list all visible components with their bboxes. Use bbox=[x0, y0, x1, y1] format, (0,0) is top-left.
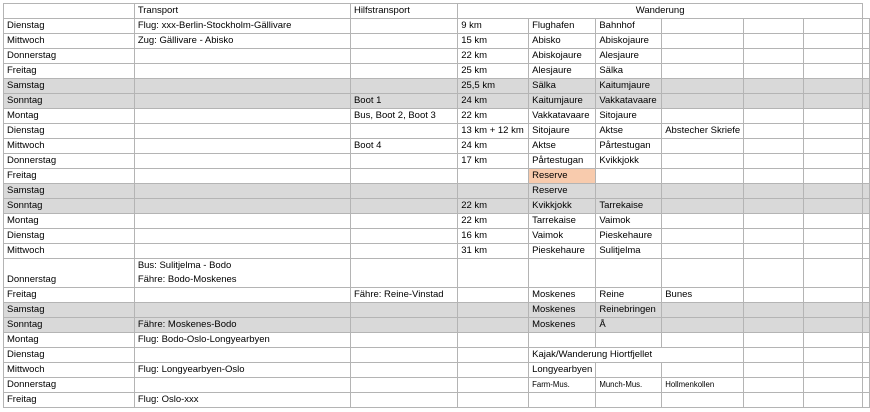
transport-line: Fähre: Bodo-Moskenes bbox=[137, 274, 237, 285]
table-row bbox=[4, 199, 870, 214]
route-to-cell[interactable]: Kvikkjokk bbox=[596, 154, 662, 169]
table-row bbox=[4, 94, 870, 109]
cell[interactable] bbox=[744, 109, 803, 124]
cell[interactable] bbox=[863, 79, 870, 94]
cell[interactable] bbox=[803, 229, 862, 244]
route-from-cell[interactable]: Longyearbyen bbox=[529, 363, 596, 378]
cell[interactable] bbox=[744, 318, 803, 333]
distance-cell[interactable]: 22 km bbox=[458, 109, 529, 124]
header-wanderung[interactable]: Wanderung bbox=[458, 4, 863, 19]
route-from-cell[interactable] bbox=[529, 259, 596, 288]
cell[interactable] bbox=[803, 139, 862, 154]
route-from-cell[interactable]: Abisko bbox=[529, 34, 596, 49]
hilfstransport-cell[interactable] bbox=[350, 124, 457, 139]
day-cell[interactable]: Freitag bbox=[4, 169, 135, 184]
hilfstransport-cell[interactable] bbox=[350, 154, 457, 169]
cell[interactable] bbox=[744, 393, 803, 408]
transport-cell[interactable] bbox=[134, 303, 350, 318]
transport-cell[interactable] bbox=[134, 94, 350, 109]
distance-cell[interactable] bbox=[458, 169, 529, 184]
route-from-cell[interactable]: Moskenes bbox=[529, 318, 596, 333]
distance-cell[interactable] bbox=[458, 318, 529, 333]
day-cell[interactable]: Freitag bbox=[4, 393, 135, 408]
hilfstransport-cell[interactable] bbox=[350, 184, 457, 199]
cell[interactable] bbox=[744, 363, 803, 378]
route-to-cell[interactable] bbox=[596, 393, 662, 408]
hilfstransport-cell[interactable] bbox=[350, 229, 457, 244]
route-from-cell[interactable]: Vaimok bbox=[529, 229, 596, 244]
transport-cell[interactable] bbox=[134, 214, 350, 229]
cell[interactable] bbox=[744, 34, 803, 49]
cell[interactable] bbox=[744, 229, 803, 244]
transport-cell[interactable]: Fähre: Moskenes-Bodo bbox=[134, 318, 350, 333]
cell[interactable] bbox=[744, 378, 803, 393]
hilfstransport-cell[interactable] bbox=[350, 199, 457, 214]
day-cell[interactable]: Freitag bbox=[4, 64, 135, 79]
table-row bbox=[4, 214, 870, 229]
hilfstransport-cell[interactable] bbox=[350, 34, 457, 49]
table-row bbox=[4, 244, 870, 259]
cell[interactable] bbox=[803, 64, 862, 79]
day-cell[interactable]: Montag bbox=[4, 333, 135, 348]
route-extra-cell[interactable] bbox=[662, 393, 744, 408]
cell[interactable] bbox=[803, 288, 862, 303]
distance-cell[interactable]: 22 km bbox=[458, 49, 529, 64]
transport-cell[interactable] bbox=[134, 244, 350, 259]
hilfstransport-cell[interactable]: Bus, Boot 2, Boot 3 bbox=[350, 109, 457, 124]
transport-cell[interactable] bbox=[134, 288, 350, 303]
distance-cell[interactable]: 22 km bbox=[458, 214, 529, 229]
route-to-cell[interactable]: Munch-Mus. bbox=[596, 378, 662, 393]
cell[interactable] bbox=[803, 49, 862, 64]
route-extra-cell[interactable]: Abstecher Skriefe bbox=[662, 124, 744, 139]
cell[interactable] bbox=[744, 214, 803, 229]
hilfstransport-cell[interactable]: Boot 1 bbox=[350, 94, 457, 109]
route-extra-cell[interactable] bbox=[662, 214, 744, 229]
cell[interactable] bbox=[803, 184, 862, 199]
table-row bbox=[4, 259, 870, 288]
hilfstransport-cell[interactable] bbox=[350, 64, 457, 79]
header-transport[interactable]: Transport bbox=[134, 4, 350, 19]
cell[interactable] bbox=[744, 259, 803, 288]
distance-cell[interactable] bbox=[458, 288, 529, 303]
transport-cell[interactable]: Flug: xxx-Berlin-Stockholm-Gällivare bbox=[134, 19, 350, 34]
route-extra-cell[interactable] bbox=[662, 333, 744, 348]
route-extra-cell[interactable] bbox=[662, 109, 744, 124]
route-to-cell[interactable]: Bahnhof bbox=[596, 19, 662, 34]
table-row bbox=[4, 348, 870, 363]
cell[interactable] bbox=[863, 214, 870, 229]
transport-cell[interactable] bbox=[134, 348, 350, 363]
cell[interactable] bbox=[863, 109, 870, 124]
route-extra-cell[interactable] bbox=[662, 49, 744, 64]
cell[interactable] bbox=[803, 169, 862, 184]
day-cell[interactable]: Montag bbox=[4, 214, 135, 229]
table-row bbox=[4, 184, 870, 199]
route-from-cell[interactable]: Sälka bbox=[529, 79, 596, 94]
route-from-cell[interactable]: Farm-Mus. bbox=[529, 378, 596, 393]
cell[interactable] bbox=[863, 378, 870, 393]
cell[interactable] bbox=[863, 288, 870, 303]
day-cell[interactable]: Donnerstag bbox=[4, 154, 135, 169]
cell[interactable] bbox=[863, 124, 870, 139]
hilfstransport-cell[interactable] bbox=[350, 363, 457, 378]
hilfstransport-cell[interactable] bbox=[350, 214, 457, 229]
cell[interactable] bbox=[863, 64, 870, 79]
hilfstransport-cell[interactable] bbox=[350, 49, 457, 64]
cell[interactable] bbox=[863, 318, 870, 333]
distance-cell[interactable]: 9 km bbox=[458, 19, 529, 34]
day-cell[interactable]: Mittwoch bbox=[4, 363, 135, 378]
distance-cell[interactable]: 13 km + 12 km bbox=[458, 124, 529, 139]
cell[interactable] bbox=[803, 214, 862, 229]
cell[interactable] bbox=[863, 393, 870, 408]
cell[interactable] bbox=[863, 34, 870, 49]
table-row bbox=[4, 19, 870, 34]
distance-cell[interactable]: 25 km bbox=[458, 64, 529, 79]
cell[interactable] bbox=[863, 169, 870, 184]
route-to-cell[interactable]: Aktse bbox=[596, 124, 662, 139]
route-extra-cell[interactable]: Bunes bbox=[662, 288, 744, 303]
route-from-cell[interactable]: Flughafen bbox=[529, 19, 596, 34]
cell[interactable] bbox=[4, 4, 135, 19]
transport-cell[interactable]: Zug: Gällivare - Abisko bbox=[134, 34, 350, 49]
transport-cell[interactable]: Flug: Oslo-xxx bbox=[134, 393, 350, 408]
day-cell[interactable]: Mittwoch bbox=[4, 34, 135, 49]
route-extra-cell[interactable] bbox=[662, 363, 744, 378]
cell[interactable] bbox=[744, 288, 803, 303]
transport-cell[interactable] bbox=[134, 109, 350, 124]
hilfstransport-cell[interactable] bbox=[350, 318, 457, 333]
hilfstransport-cell[interactable] bbox=[350, 378, 457, 393]
route-to-cell[interactable]: Sälka bbox=[596, 64, 662, 79]
cell[interactable] bbox=[803, 244, 862, 259]
route-to-cell[interactable]: Reinebringen bbox=[596, 303, 662, 318]
hilfstransport-cell[interactable]: Fähre: Reine-Vinstad bbox=[350, 288, 457, 303]
day-cell[interactable]: Dienstag bbox=[4, 229, 135, 244]
day-cell[interactable]: Donnerstag bbox=[4, 259, 135, 288]
cell[interactable] bbox=[863, 333, 870, 348]
transport-cell[interactable] bbox=[134, 79, 350, 94]
route-to-cell[interactable] bbox=[596, 333, 662, 348]
route-from-cell[interactable]: Vakkatavaare bbox=[529, 109, 596, 124]
route-extra-cell[interactable] bbox=[662, 184, 744, 199]
table-row bbox=[4, 109, 870, 124]
table-row bbox=[4, 318, 870, 333]
route-to-cell[interactable]: Kaitumjaure bbox=[596, 79, 662, 94]
day-cell[interactable]: Samstag bbox=[4, 303, 135, 318]
table-row bbox=[4, 393, 870, 408]
day-cell[interactable]: Samstag bbox=[4, 184, 135, 199]
cell[interactable] bbox=[863, 139, 870, 154]
cell[interactable] bbox=[803, 303, 862, 318]
route-from-cell[interactable]: Pieskehaure bbox=[529, 244, 596, 259]
cell[interactable] bbox=[863, 348, 870, 363]
distance-cell[interactable]: 31 km bbox=[458, 244, 529, 259]
cell[interactable] bbox=[744, 244, 803, 259]
cell[interactable] bbox=[744, 94, 803, 109]
route-from-cell[interactable]: Aktse bbox=[529, 139, 596, 154]
hilfstransport-cell[interactable] bbox=[350, 333, 457, 348]
table-row bbox=[4, 34, 870, 49]
distance-cell[interactable]: 17 km bbox=[458, 154, 529, 169]
table-row bbox=[4, 229, 870, 244]
cell[interactable] bbox=[803, 34, 862, 49]
distance-cell[interactable]: 25,5 km bbox=[458, 79, 529, 94]
distance-cell[interactable]: 16 km bbox=[458, 229, 529, 244]
distance-cell[interactable]: 22 km bbox=[458, 199, 529, 214]
hilfstransport-cell[interactable]: Boot 4 bbox=[350, 139, 457, 154]
route-from-cell[interactable]: Moskenes bbox=[529, 288, 596, 303]
transport-cell[interactable] bbox=[134, 169, 350, 184]
route-to-cell[interactable]: Abiskojaure bbox=[596, 34, 662, 49]
table-row bbox=[4, 124, 870, 139]
table-row bbox=[4, 303, 870, 318]
day-cell[interactable]: Dienstag bbox=[4, 348, 135, 363]
cell[interactable] bbox=[744, 199, 803, 214]
route-extra-cell[interactable] bbox=[662, 303, 744, 318]
distance-cell[interactable]: 24 km bbox=[458, 94, 529, 109]
transport-cell[interactable] bbox=[134, 124, 350, 139]
cell[interactable] bbox=[863, 259, 870, 288]
cell[interactable] bbox=[803, 378, 862, 393]
distance-cell[interactable] bbox=[458, 393, 529, 408]
transport-line: Bus: Sulitjelma - Bodo bbox=[137, 260, 232, 271]
route-extra-cell[interactable] bbox=[662, 34, 744, 49]
cell[interactable] bbox=[744, 169, 803, 184]
hilfstransport-cell[interactable] bbox=[350, 169, 457, 184]
cell[interactable] bbox=[803, 154, 862, 169]
cell[interactable] bbox=[803, 393, 862, 408]
route-to-cell[interactable]: Sitojaure bbox=[596, 109, 662, 124]
hilfstransport-cell[interactable] bbox=[350, 259, 457, 288]
route-from-cell[interactable]: Abiskojaure bbox=[529, 49, 596, 64]
day-cell[interactable]: Sonntag bbox=[4, 199, 135, 214]
route-extra-cell[interactable] bbox=[662, 79, 744, 94]
cell[interactable] bbox=[863, 94, 870, 109]
transport-cell[interactable] bbox=[134, 139, 350, 154]
hilfstransport-cell[interactable] bbox=[350, 79, 457, 94]
route-to-cell[interactable]: Pieskehaure bbox=[596, 229, 662, 244]
route-to-cell[interactable] bbox=[596, 259, 662, 288]
day-cell[interactable]: Sonntag bbox=[4, 94, 135, 109]
cell[interactable] bbox=[744, 139, 803, 154]
distance-cell[interactable] bbox=[458, 363, 529, 378]
route-from-cell[interactable]: Sitojaure bbox=[529, 124, 596, 139]
route-to-cell[interactable]: Sulitjelma bbox=[596, 244, 662, 259]
route-to-cell[interactable]: Vaimok bbox=[596, 214, 662, 229]
hilfstransport-cell[interactable] bbox=[350, 303, 457, 318]
day-cell[interactable]: Freitag bbox=[4, 288, 135, 303]
distance-cell[interactable] bbox=[458, 184, 529, 199]
table-row bbox=[4, 64, 870, 79]
cell[interactable] bbox=[863, 363, 870, 378]
header-row bbox=[4, 4, 870, 19]
table-row bbox=[4, 333, 870, 348]
transport-cell[interactable] bbox=[134, 184, 350, 199]
day-cell[interactable]: Mittwoch bbox=[4, 139, 135, 154]
route-extra-cell[interactable] bbox=[662, 139, 744, 154]
cell[interactable] bbox=[744, 124, 803, 139]
transport-cell[interactable] bbox=[134, 64, 350, 79]
route-extra-cell[interactable] bbox=[662, 19, 744, 34]
day-cell[interactable]: Dienstag bbox=[4, 19, 135, 34]
transport-cell[interactable] bbox=[134, 49, 350, 64]
cell[interactable] bbox=[803, 348, 862, 363]
route-extra-cell[interactable]: Hollmenkollen bbox=[662, 378, 744, 393]
day-cell[interactable]: Donnerstag bbox=[4, 49, 135, 64]
cell[interactable] bbox=[863, 49, 870, 64]
cell[interactable] bbox=[803, 363, 862, 378]
route-to-cell[interactable]: Tarrekaise bbox=[596, 199, 662, 214]
distance-cell[interactable] bbox=[458, 303, 529, 318]
route-from-cell[interactable]: Tarrekaise bbox=[529, 214, 596, 229]
distance-cell[interactable] bbox=[458, 378, 529, 393]
cell[interactable] bbox=[744, 64, 803, 79]
table-row bbox=[4, 79, 870, 94]
distance-cell[interactable]: 15 km bbox=[458, 34, 529, 49]
day-cell[interactable]: Donnerstag bbox=[4, 378, 135, 393]
route-to-cell[interactable]: Reine bbox=[596, 288, 662, 303]
transport-cell[interactable] bbox=[134, 199, 350, 214]
table-row bbox=[4, 169, 870, 184]
cell[interactable] bbox=[863, 199, 870, 214]
route-to-cell[interactable]: Vakkatavaare bbox=[596, 94, 662, 109]
route-from-cell[interactable]: Alesjaure bbox=[529, 64, 596, 79]
day-cell[interactable]: Dienstag bbox=[4, 124, 135, 139]
cell[interactable] bbox=[803, 19, 862, 34]
transport-cell[interactable] bbox=[134, 259, 350, 288]
route-to-cell[interactable] bbox=[596, 169, 662, 184]
cell[interactable] bbox=[803, 94, 862, 109]
cell[interactable] bbox=[803, 79, 862, 94]
route-extra-cell[interactable] bbox=[662, 244, 744, 259]
route-extra-cell[interactable] bbox=[662, 64, 744, 79]
cell[interactable] bbox=[744, 49, 803, 64]
table-row bbox=[4, 288, 870, 303]
day-cell[interactable]: Sonntag bbox=[4, 318, 135, 333]
cell[interactable] bbox=[803, 333, 862, 348]
route-from-cell[interactable]: Moskenes bbox=[529, 303, 596, 318]
cell[interactable] bbox=[863, 154, 870, 169]
route-from-cell[interactable]: Pårtestugan bbox=[529, 154, 596, 169]
transport-cell[interactable] bbox=[134, 378, 350, 393]
table-row bbox=[4, 363, 870, 378]
route-from-cell[interactable]: Kajak/Wanderung Hiortfjellet bbox=[529, 348, 744, 363]
route-from-cell[interactable] bbox=[529, 393, 596, 408]
cell[interactable] bbox=[803, 109, 862, 124]
table-row bbox=[4, 139, 870, 154]
route-to-cell[interactable] bbox=[596, 184, 662, 199]
day-cell[interactable]: Samstag bbox=[4, 79, 135, 94]
spreadsheet-grid bbox=[3, 3, 870, 408]
cell[interactable] bbox=[803, 199, 862, 214]
table-row bbox=[4, 49, 870, 64]
day-cell[interactable]: Mittwoch bbox=[4, 244, 135, 259]
distance-cell[interactable] bbox=[458, 348, 529, 363]
hilfstransport-cell[interactable] bbox=[350, 348, 457, 363]
route-from-cell[interactable] bbox=[529, 333, 596, 348]
hilfstransport-cell[interactable] bbox=[350, 393, 457, 408]
route-to-cell[interactable] bbox=[596, 363, 662, 378]
cell[interactable] bbox=[744, 348, 803, 363]
cell[interactable] bbox=[744, 333, 803, 348]
header-hilfstransport[interactable]: Hilfstransport bbox=[350, 4, 457, 19]
transport-cell[interactable] bbox=[134, 229, 350, 244]
distance-cell[interactable]: 24 km bbox=[458, 139, 529, 154]
cell[interactable] bbox=[803, 259, 862, 288]
cell[interactable] bbox=[744, 19, 803, 34]
route-to-cell[interactable]: Å bbox=[596, 318, 662, 333]
cell[interactable] bbox=[744, 184, 803, 199]
day-cell[interactable]: Montag bbox=[4, 109, 135, 124]
cell[interactable] bbox=[803, 318, 862, 333]
hilfstransport-cell[interactable] bbox=[350, 244, 457, 259]
cell[interactable] bbox=[863, 244, 870, 259]
route-extra-cell[interactable] bbox=[662, 229, 744, 244]
route-from-cell[interactable]: Kvikkjokk bbox=[529, 199, 596, 214]
cell[interactable] bbox=[863, 184, 870, 199]
cell[interactable] bbox=[863, 303, 870, 318]
table-row bbox=[4, 154, 870, 169]
hilfstransport-cell[interactable] bbox=[350, 19, 457, 34]
cell[interactable] bbox=[863, 229, 870, 244]
route-from-cell[interactable]: Reserve bbox=[529, 169, 596, 184]
route-extra-cell[interactable] bbox=[662, 169, 744, 184]
cell[interactable] bbox=[803, 124, 862, 139]
route-to-cell[interactable]: Pårtestugan bbox=[596, 139, 662, 154]
route-extra-cell[interactable] bbox=[662, 154, 744, 169]
route-extra-cell[interactable] bbox=[662, 94, 744, 109]
cell[interactable] bbox=[744, 303, 803, 318]
route-extra-cell[interactable] bbox=[662, 318, 744, 333]
transport-cell[interactable]: Flug: Longyearbyen-Oslo bbox=[134, 363, 350, 378]
distance-cell[interactable] bbox=[458, 259, 529, 288]
route-extra-cell[interactable] bbox=[662, 259, 744, 288]
route-extra-cell[interactable] bbox=[662, 199, 744, 214]
route-to-cell[interactable]: Alesjaure bbox=[596, 49, 662, 64]
cell[interactable] bbox=[744, 79, 803, 94]
transport-cell[interactable] bbox=[134, 154, 350, 169]
cell[interactable] bbox=[863, 19, 870, 34]
table-row bbox=[4, 378, 870, 393]
route-from-cell[interactable]: Kaitumjaure bbox=[529, 94, 596, 109]
cell[interactable] bbox=[744, 154, 803, 169]
distance-cell[interactable] bbox=[458, 333, 529, 348]
route-from-cell[interactable]: Reserve bbox=[529, 184, 596, 199]
transport-cell[interactable]: Flug: Bodo-Oslo-Longyearbyen bbox=[134, 333, 350, 348]
